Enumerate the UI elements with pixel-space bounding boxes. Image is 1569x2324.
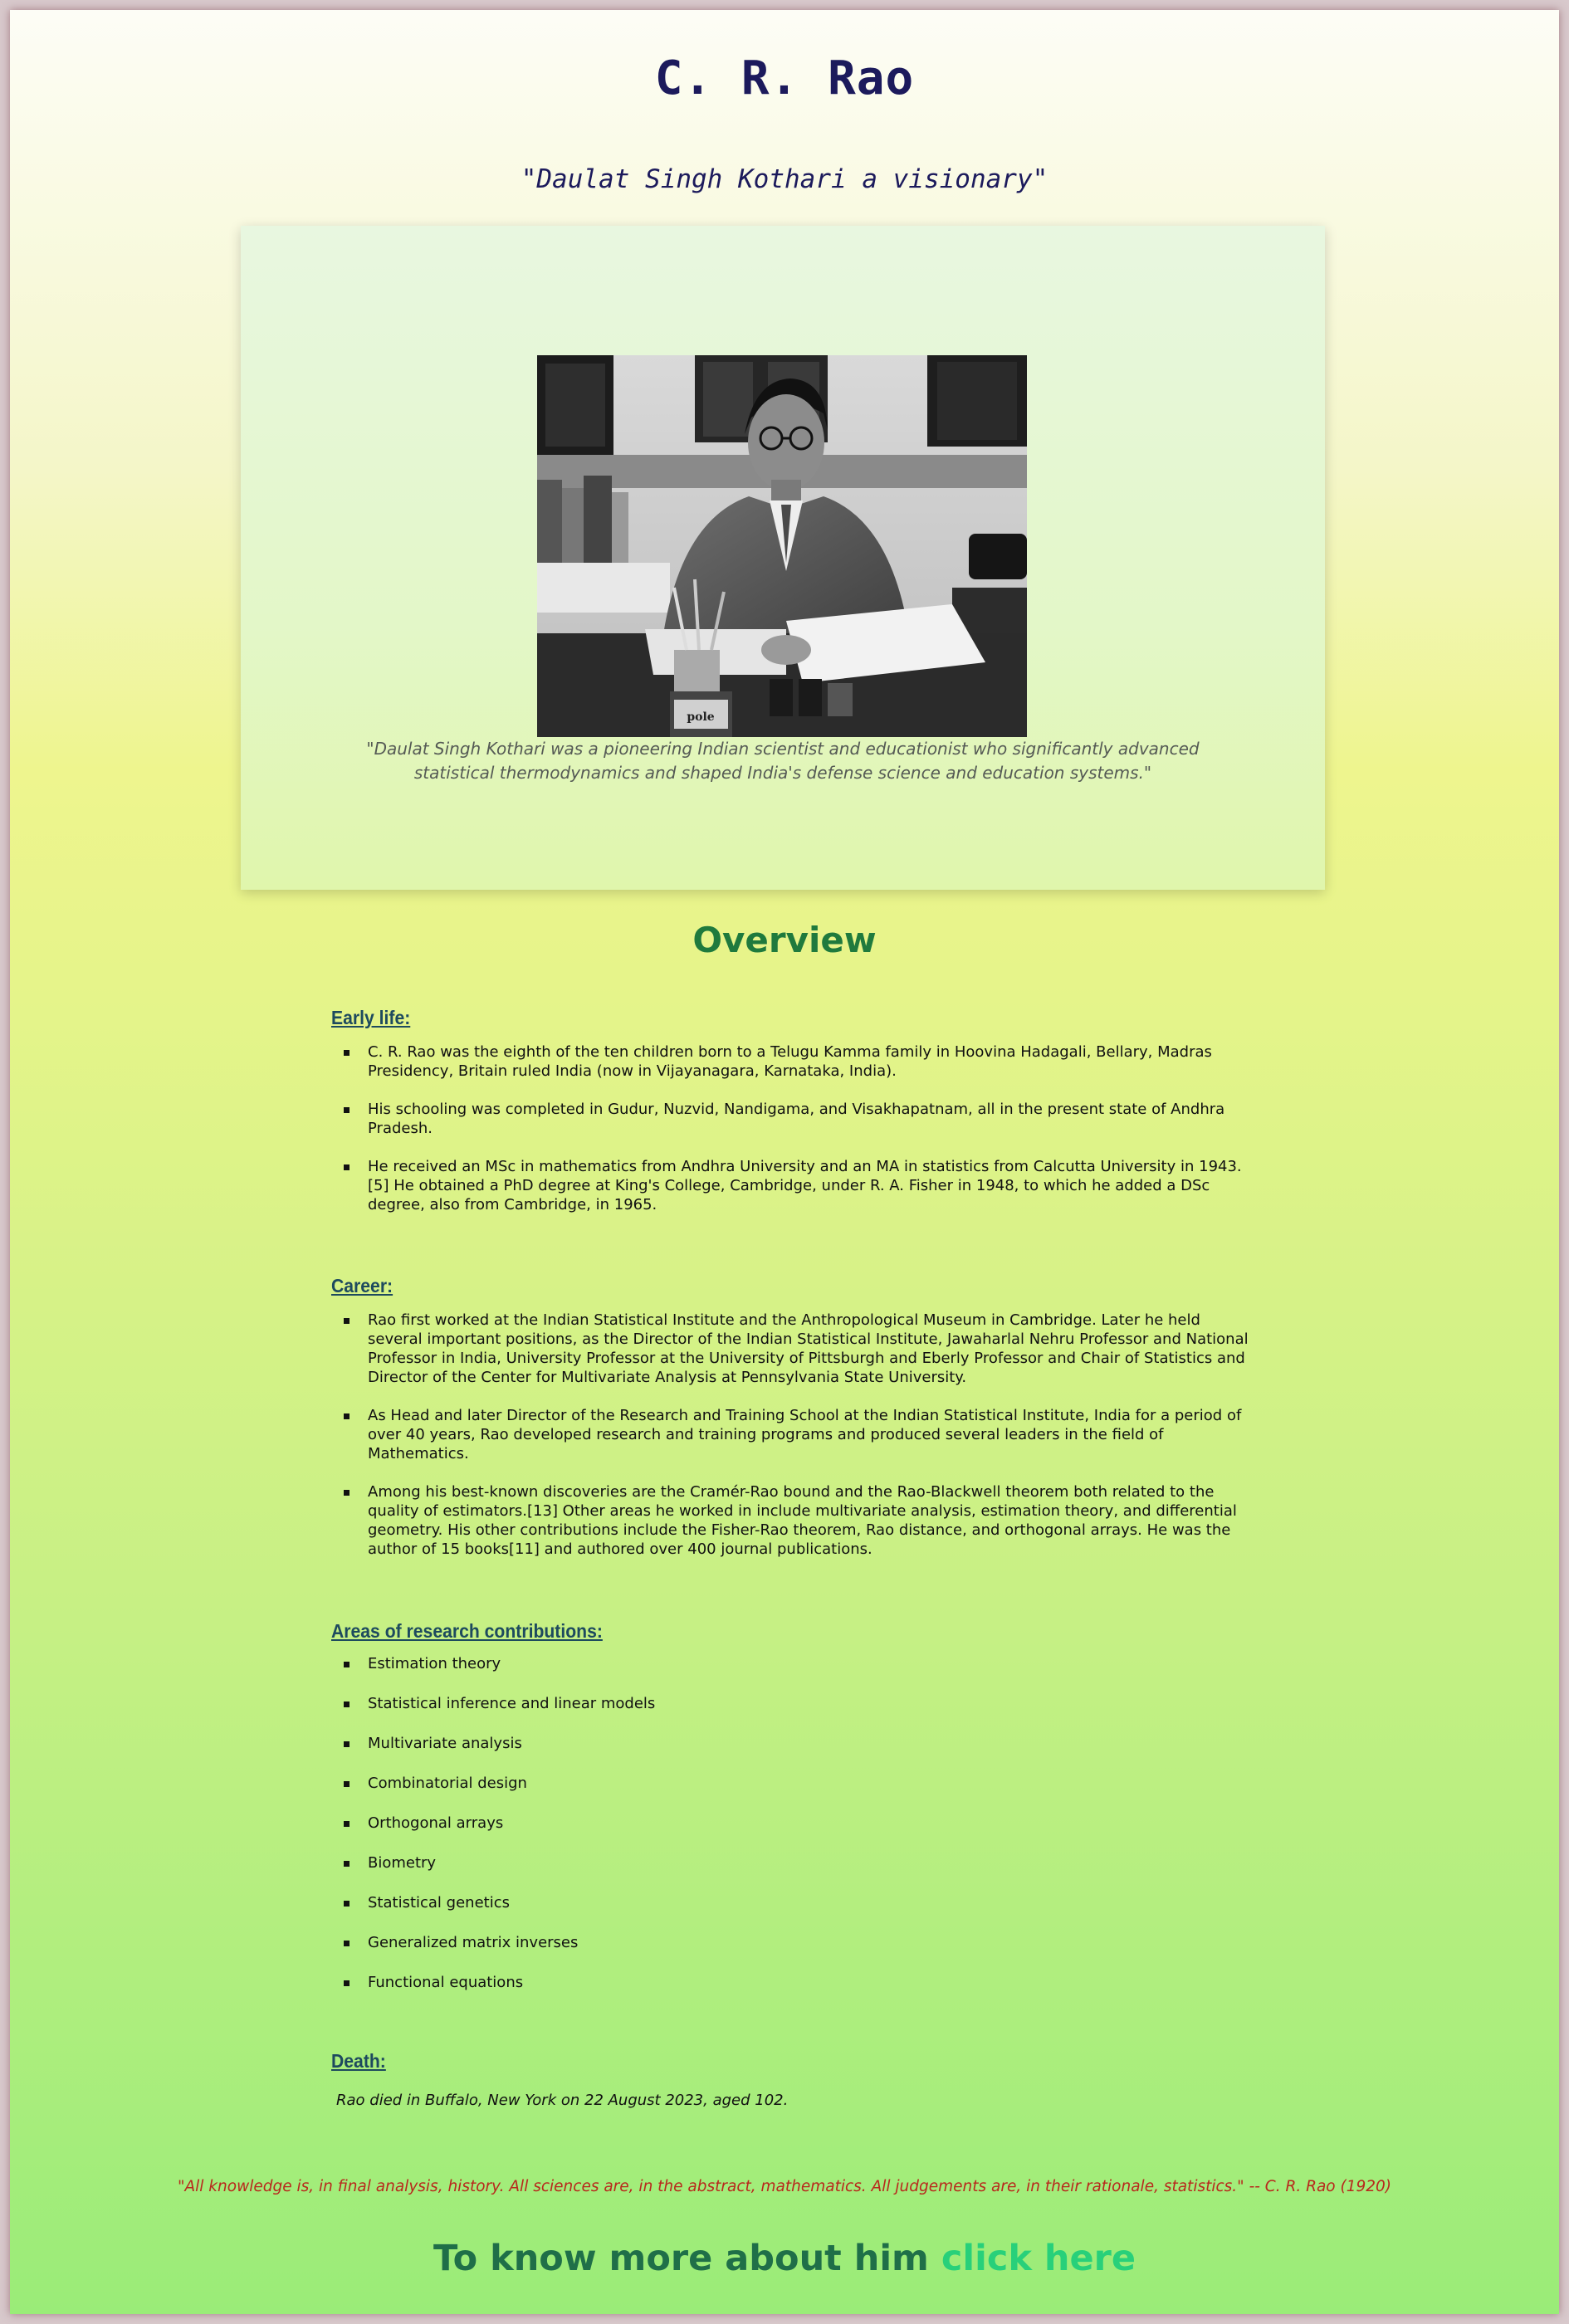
portrait-image — [537, 355, 1027, 737]
list-item-text: Estimation theory — [368, 1655, 501, 1672]
list-item-text: As Head and later Director of the Research and Training School at the Indian Statistical Institute, India for a period of over 40 years, Rao developed research and training programs and produced several leaders in the field of Mathematics. — [368, 1407, 1242, 1462]
portrait-photo — [537, 355, 1027, 737]
list-item — [331, 1933, 1253, 1973]
list-item — [331, 1853, 1253, 1893]
list-item-text: He received an MSc in mathematics from Andhra University and an MA in statistics from Calcutta University in 1943.[5] He obtained a PhD degree at King's College, Cambridge, under R. A. Fisher in 1948, to which he added a DSc degree, also from Cambridge, in 1965. — [368, 1158, 1242, 1213]
list-item-text: Statistical genetics — [368, 1894, 510, 1911]
overview-heading: Overview — [692, 920, 877, 960]
bullet-icon — [344, 1164, 349, 1170]
bullet-icon — [344, 1050, 349, 1056]
list-item-text: Functional equations — [368, 1974, 524, 1991]
list-item — [331, 1973, 1253, 2013]
list-item-text: Orthogonal arrays — [368, 1814, 504, 1832]
bullet-icon — [344, 1821, 349, 1827]
death-heading: Death: — [331, 2050, 386, 2072]
list-item — [331, 1311, 1253, 1387]
bullet-icon — [344, 1781, 349, 1787]
research-list — [331, 1654, 1253, 2013]
more-info-text: To know more about him — [433, 2238, 929, 2279]
list-item — [331, 1482, 1253, 1559]
bullet-icon — [344, 1702, 349, 1707]
list-item-text: Statistical inference and linear models — [368, 1695, 656, 1712]
click-here-link[interactable]: click here — [941, 2238, 1136, 2279]
bullet-icon — [344, 1980, 349, 1986]
bullet-icon — [344, 1941, 349, 1946]
list-item-text: Rao first worked at the Indian Statistical Institute and the Anthropological Museum in Cambridge. Later he held several important positions, as the Director of the Indian Statistical Institute, Jawaharlal Nehru Professor and National Professor in India, University Professor at the University of Pittsburgh and Eberly Professor and Chair of Statistics and Director of the Center for Multivariate Analysis at Pennsylvania State University. — [368, 1311, 1249, 1386]
list-item — [331, 1406, 1253, 1463]
early-life-list — [331, 1042, 1253, 1214]
list-item — [331, 1100, 1253, 1138]
bullet-icon — [344, 1861, 349, 1867]
photo-caption: "Daulat Singh Kothari was a pioneering Indian scientist and educationist who significantly advanced statistical thermodynamics and shaped India's defense science and education systems." — [366, 739, 1200, 783]
page-subtitle: "Daulat Singh Kothari a visionary" — [521, 164, 1048, 194]
list-item — [331, 1694, 1253, 1734]
list-item-text: His schooling was completed in Gudur, Nuzvid, Nandigama, and Visakhapatnam, all in the present state of Andhra Pradesh. — [368, 1101, 1225, 1137]
list-item — [331, 1893, 1253, 1933]
list-item-text: Generalized matrix inverses — [368, 1934, 579, 1951]
bullet-icon — [344, 1107, 349, 1113]
bullet-icon — [344, 1901, 349, 1907]
bullet-icon — [344, 1662, 349, 1667]
list-item-text: C. R. Rao was the eighth of the ten children born to a Telugu Kamma family in Hoovina Hadagali, Bellary, Madras Presidency, Britain ruled India (now in Vijayanagara, Karnataka, India). — [368, 1043, 1212, 1080]
list-item-text: Combinatorial design — [368, 1775, 527, 1792]
list-item-text: Multivariate analysis — [368, 1735, 522, 1752]
list-item — [331, 1774, 1253, 1814]
list-item — [331, 1814, 1253, 1853]
list-item — [331, 1042, 1253, 1081]
career-list — [331, 1311, 1253, 1559]
list-item — [331, 1654, 1253, 1694]
page-title: C. R. Rao — [654, 51, 915, 105]
list-item — [331, 1157, 1253, 1214]
list-item — [331, 1734, 1253, 1774]
bullet-icon — [344, 1318, 349, 1324]
list-item-text: Among his best-known discoveries are the Cramér-Rao bound and the Rao-Blackwell theorem both related to the quality of estimators.[13] Other areas he worked in include multivariate analysis, estimation theory, and differential geometry. His other contributions include the Fisher-Rao theorem, Rao distance, and orthogonal arrays. He was the author of 15 books[11] and authored over 400 journal publications. — [368, 1483, 1237, 1558]
bullet-icon — [344, 1490, 349, 1496]
rao-quote: "All knowledge is, in final analysis, history. All sciences are, in the abstract, mathematics. All judgements are, in their rationale, statistics." -- C. R. Rao (1920) — [177, 2178, 1391, 2195]
early-life-heading: Early life: — [331, 1007, 411, 1028]
list-item-text: Biometry — [368, 1854, 437, 1872]
bottle-label-text: pole — [687, 710, 715, 724]
career-heading: Career: — [331, 1275, 393, 1296]
research-heading: Areas of research contributions: — [331, 1620, 603, 1642]
more-info — [0, 2238, 1569, 2279]
bullet-icon — [344, 1741, 349, 1747]
death-text: Rao died in Buffalo, New York on 22 August 2023, aged 102. — [336, 2092, 789, 2109]
bullet-icon — [344, 1413, 349, 1419]
